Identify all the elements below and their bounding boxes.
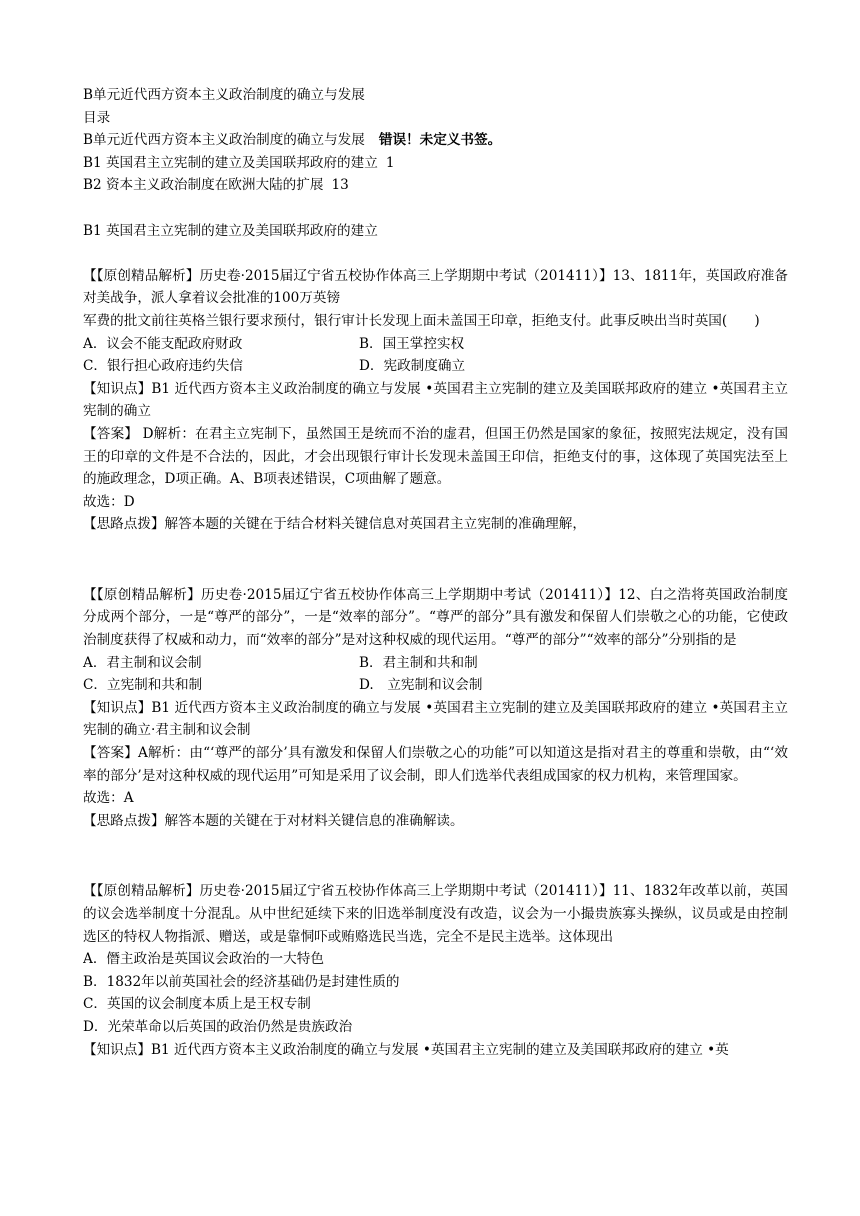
question-stem: 【【原创精品解析】历史卷·2015届辽宁省五校协作体高三上学期期中考试（201411）】11、1832年改革以前，英国的议会选举制度十分混乱。从中世纪延续下来的旧选举制度没有改造，议会为一小撮贵族寡头操纵，议员或是由控制选区的特权人物指派、赠送，或是靠恫吓或贿赂选民当选，完全不是民主选举。这体现出: [83, 883, 788, 945]
option-c: C．银行担心政府违约失信: [83, 358, 243, 375]
solution-tip: 【思路点拨】解答本题的关键在于结合材料关键信息对英国君主立宪制的准确理解，: [83, 516, 586, 533]
option-d: D．宪政制度确立: [359, 358, 466, 375]
option-a: A．君主制和议会制: [83, 654, 202, 671]
answer-choice: 故选：A: [83, 790, 134, 807]
option-b: B．君主制和共和制: [359, 654, 478, 671]
question-block: [83, 880, 788, 1061]
option-row: [83, 333, 788, 356]
toc-entry-link[interactable]: B1 英国君主立宪制的建立及美国联邦政府的建立: [83, 154, 378, 171]
option-a: A．僭主政治是英国议会政治的一大特色: [83, 951, 324, 968]
option-c: C．英国的议会制度本质上是王权专制: [83, 996, 311, 1013]
toc-entry-link[interactable]: B单元近代西方资本主义政治制度的确立与发展: [83, 132, 365, 149]
blank-space: [83, 832, 788, 880]
answer-explanation: 【答案】 D解析：在君主立宪制下，虽然国王是统而不治的虚君，但国王仍然是国家的象征，按照宪法规定，没有国王的印章的文件是不合法的，因此，才会出现银行审计长发现未盖国王印信，拒绝支付的事，这体现了英国宪法至上的施政理念，D项正确。A、B项表述错误，C项曲解了题意。: [83, 425, 788, 488]
toc-heading: 目录: [83, 109, 111, 126]
toc-entry[interactable]: [83, 129, 788, 152]
document-page: [83, 84, 788, 1061]
blank-line: [83, 197, 788, 220]
question-block: [83, 584, 788, 833]
option-d: D. 立宪制和议会制: [359, 677, 483, 694]
option-d: D．光荣革命以后英国的政治仍然是贵族政治: [83, 1018, 353, 1035]
toc-bookmark-error: 错误！未定义书签。: [378, 132, 502, 149]
question-block: [83, 265, 788, 536]
toc-entry[interactable]: [83, 174, 788, 197]
toc-entry[interactable]: [83, 152, 788, 175]
option-row: [83, 355, 788, 378]
solution-tip: 【思路点拨】解答本题的关键在于对材料关键信息的准确解读。: [83, 812, 464, 829]
question-stem: 【【原创精品解析】历史卷·2015届辽宁省五校协作体高三上学期期中考试（201411）】12、白之浩将英国政治制度分成两个部分，一是“尊严的部分”，一是“效率的部分”。“尊严的部分”具有激发和保留人们崇敬之心的功能，它使政治制度获得了权威和动力，而“效率的部分”是对这种权威的现代运用。“尊严的部分”“效率的部分”分别指的是: [83, 586, 788, 649]
section-heading: B1 英国君主立宪制的建立及美国联邦政府的建立: [83, 222, 378, 239]
option-row: [83, 652, 788, 675]
toc-page-number: 1: [385, 154, 395, 171]
answer-explanation: 【答案】A解析：由“‘尊严的部分’具有激发和保留人们崇敬之心的功能”可以知道这是指对君主的尊重和崇敬，由“‘效率的部分’是对这种权威的现代运用”可知是采用了议会制，即人们选举代表组成国家的权力机构，来管理国家。: [83, 745, 788, 784]
question-stem: 【【原创精品解析】历史卷·2015届辽宁省五校协作体高三上学期期中考试（201411）】13、1811年，英国政府准备对美战争，派人拿着议会批准的100万英镑: [83, 267, 788, 307]
knowledge-point: 【知识点】B1 近代西方资本主义政治制度的确立与发展 •英国君主立宪制的建立及美国联邦政府的建立 •英国君主立宪制的确立·君主制和议会制: [83, 699, 788, 739]
blank-space: [83, 536, 788, 584]
document-title: B单元近代西方资本主义政治制度的确立与发展: [83, 87, 365, 103]
option-b: B．1832年以前英国社会的经济基础仍是封建性质的: [83, 973, 400, 990]
toc-entry-link[interactable]: B2 资本主义政治制度在欧洲大陆的扩展: [83, 177, 324, 194]
option-a: A．议会不能支配政府财政: [83, 335, 243, 352]
knowledge-point: 【知识点】B1 近代西方资本主义政治制度的确立与发展 •英国君主立宪制的建立及美国联邦政府的建立 •英: [83, 1041, 729, 1058]
blank-line: [83, 242, 788, 265]
answer-choice: 故选：D: [83, 493, 135, 510]
toc-page-number: 13: [331, 177, 349, 194]
option-c: C．立宪制和共和制: [83, 677, 203, 694]
option-row: [83, 674, 788, 697]
option-b: B．国王掌控实权: [359, 335, 465, 352]
question-stem-continued: 军费的批文前往英格兰银行要求预付，银行审计长发现上面未盖国王印章，拒绝支付。此事反映出当时英国( ): [83, 312, 760, 329]
knowledge-point: 【知识点】B1 近代西方资本主义政治制度的确立与发展 •英国君主立宪制的建立及美国联邦政府的建立 •英国君主立宪制的确立: [83, 380, 788, 420]
